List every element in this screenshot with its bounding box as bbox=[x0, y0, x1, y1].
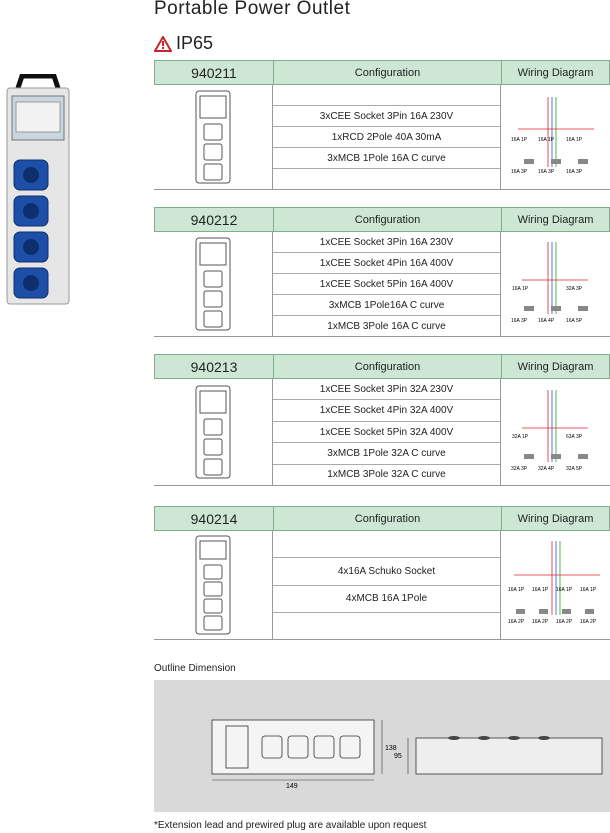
config-row: 1xCEE Socket 3Pin 16A 230V bbox=[273, 232, 500, 253]
wiring-label: 16A 3P bbox=[565, 169, 582, 175]
product-photo bbox=[4, 74, 72, 306]
config-row: 3xMCB 1Pole 16A C curve bbox=[273, 148, 500, 169]
wiring-label: 16A 2P bbox=[531, 619, 548, 625]
product-code: 940214 bbox=[155, 507, 274, 530]
wiring-header: Wiring Diagram bbox=[517, 213, 594, 226]
config-row bbox=[273, 531, 500, 558]
product-block-940211 bbox=[154, 60, 610, 190]
config-row: 3xMCB 1Pole16A C curve bbox=[273, 295, 500, 316]
product-code: 940212 bbox=[155, 208, 274, 231]
table-header bbox=[154, 207, 610, 232]
wiring-label: 32A 3P bbox=[510, 466, 527, 472]
wiring-label: 16A 1P bbox=[511, 286, 528, 292]
config-row bbox=[273, 169, 500, 189]
config-row: 4xMCB 16A 1Pole bbox=[273, 586, 500, 613]
wiring-label: 16A 1P bbox=[531, 587, 548, 593]
config-row: 1xCEE Socket 4Pin 32A 400V bbox=[273, 400, 500, 421]
product-block-940214 bbox=[154, 506, 610, 640]
config-row: 4x16A Schuko Socket bbox=[273, 558, 500, 585]
outline-label: Outline Dimension bbox=[154, 663, 236, 674]
footnote: *Extension lead and prewired plug are available upon request bbox=[154, 820, 427, 831]
wiring-label: 16A 2P bbox=[507, 619, 524, 625]
page-title: Portable Power Outlet bbox=[154, 0, 351, 19]
outline-dimension bbox=[154, 680, 610, 812]
dimension-drawing bbox=[154, 680, 610, 812]
wiring-label: 32A 5P bbox=[565, 466, 582, 472]
wiring-label: 16A 5P bbox=[565, 318, 582, 324]
ip-rating bbox=[154, 33, 213, 54]
config-row: 3xCEE Socket 3Pin 16A 230V bbox=[273, 106, 500, 127]
wiring-header: Wiring Diagram bbox=[517, 66, 594, 79]
width-dimension: 149 bbox=[286, 783, 298, 790]
wiring-label: 16A 1P bbox=[537, 137, 554, 143]
wiring-header: Wiring Diagram bbox=[517, 360, 594, 373]
table-header bbox=[154, 60, 610, 85]
outlet-schematic bbox=[195, 90, 231, 184]
wiring-diagram bbox=[508, 236, 604, 332]
wiring-label: 16A 2P bbox=[555, 619, 572, 625]
wiring-label: 32A 3P bbox=[565, 286, 582, 292]
wiring-diagram bbox=[508, 384, 604, 480]
product-code: 940213 bbox=[155, 355, 274, 378]
wiring-label: 16A 2P bbox=[579, 619, 596, 625]
config-row: 1xMCB 3Pole 16A C curve bbox=[327, 320, 446, 332]
config-row: 1xCEE Socket 3Pin 32A 230V bbox=[273, 379, 500, 400]
configuration-header: Configuration bbox=[274, 208, 502, 231]
wiring-label: 16A 1P bbox=[555, 587, 572, 593]
wiring-header: Wiring Diagram bbox=[517, 512, 594, 525]
config-row: 1xRCD 2Pole 40A 30mA bbox=[273, 127, 500, 148]
product-block-940213 bbox=[154, 354, 610, 486]
wiring-label: 16A 1P bbox=[579, 587, 596, 593]
wiring-label: 32A 4P bbox=[537, 466, 554, 472]
wiring-label: 16A 4P bbox=[537, 318, 554, 324]
wiring-label: 16A 3P bbox=[510, 318, 527, 324]
wiring-label: 16A 1P bbox=[510, 137, 527, 143]
product-block-940212 bbox=[154, 207, 610, 337]
wiring-label: 63A 3P bbox=[565, 434, 582, 440]
config-row: 3xMCB 1Pole 32A C curve bbox=[273, 443, 500, 464]
wiring-label: 16A 3P bbox=[537, 169, 554, 175]
wiring-label: 32A 1P bbox=[511, 434, 528, 440]
wiring-diagram bbox=[508, 89, 604, 185]
configuration-header: Configuration bbox=[274, 61, 502, 84]
height-dimension: 138 bbox=[385, 745, 397, 752]
table-header bbox=[154, 354, 610, 379]
wiring-label: 16A 3P bbox=[510, 169, 527, 175]
config-row bbox=[273, 613, 500, 639]
depth-dimension: 95 bbox=[394, 753, 402, 760]
outlet-schematic bbox=[195, 385, 231, 479]
wiring-diagram bbox=[506, 535, 606, 635]
product-code: 940211 bbox=[155, 61, 274, 84]
table-header bbox=[154, 506, 610, 531]
warning-icon bbox=[154, 36, 172, 52]
outlet-schematic bbox=[195, 237, 231, 331]
config-row: 1xCEE Socket 5Pin 16A 400V bbox=[273, 274, 500, 295]
wiring-label: 16A 1P bbox=[565, 137, 582, 143]
config-row: 1xCEE Socket 5Pin 32A 400V bbox=[273, 422, 500, 443]
config-row: 1xMCB 3Pole 32A C curve bbox=[327, 469, 446, 481]
config-row: 1xCEE Socket 4Pin 16A 400V bbox=[273, 253, 500, 274]
config-row bbox=[273, 85, 500, 106]
ip-rating-text: IP65 bbox=[176, 33, 214, 53]
outlet-schematic bbox=[195, 535, 231, 635]
wiring-label: 16A 1P bbox=[507, 587, 524, 593]
configuration-header: Configuration bbox=[274, 507, 502, 530]
configuration-header: Configuration bbox=[274, 355, 502, 378]
